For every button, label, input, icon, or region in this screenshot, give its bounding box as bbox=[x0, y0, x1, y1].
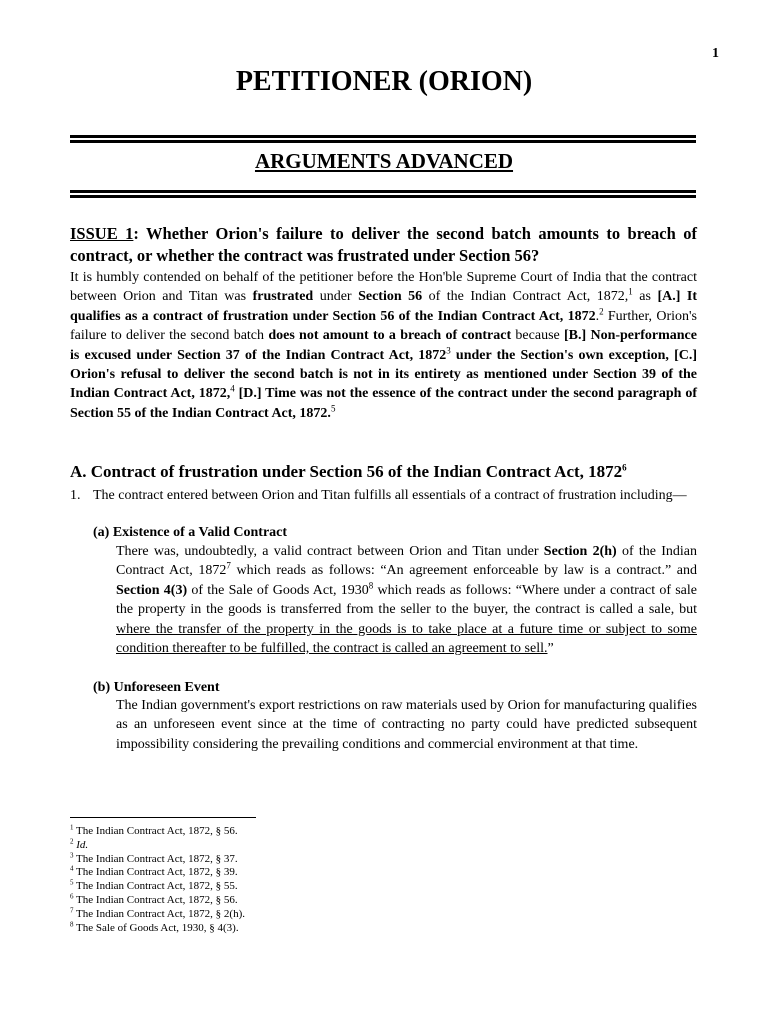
footnote-ref: 1 bbox=[628, 286, 633, 297]
footnote-ref: 7 bbox=[226, 560, 231, 571]
page-number: 1 bbox=[712, 46, 719, 61]
para-text: which reads as follows: “An agreement enforceable by law is a contract.” and bbox=[230, 563, 698, 579]
double-rule-top bbox=[70, 135, 696, 143]
footnote-ref: 5 bbox=[330, 403, 336, 414]
footnote-text: The Indian Contract Act, 1872, § 56. bbox=[73, 893, 238, 906]
footnote bbox=[70, 880, 470, 894]
para-text: ” bbox=[547, 641, 554, 657]
footnote-text: Id. bbox=[73, 838, 89, 851]
footnote-text: The Indian Contract Act, 1872, § 2(h). bbox=[73, 907, 245, 920]
footnote bbox=[70, 850, 470, 867]
intro-text: under bbox=[313, 289, 359, 305]
intro-text: . bbox=[595, 308, 600, 324]
footnote-number: 4 bbox=[70, 864, 74, 873]
footnote bbox=[70, 894, 470, 908]
para-bold: Section 4(3) bbox=[116, 582, 188, 598]
footnote-ref: 8 bbox=[368, 580, 374, 591]
footnote-ref: 6 bbox=[622, 462, 627, 473]
intro-bold: frustrated bbox=[252, 289, 314, 305]
footnotes bbox=[70, 825, 470, 935]
footnote-number: 8 bbox=[70, 919, 74, 928]
para-text: of the Sale of Goods Act, 1930 bbox=[187, 582, 369, 598]
intro-bold: Section 56 bbox=[358, 289, 423, 305]
footnote-number: 1 bbox=[70, 823, 74, 832]
footnote-number: 7 bbox=[70, 906, 74, 915]
intro-bold: [A.] It qualifies as a contract of frustration under Section 56 of the Indian Contract Act, 1872 bbox=[70, 289, 697, 324]
footnote-number: 3 bbox=[70, 850, 74, 859]
valid-contract-paragraph bbox=[116, 542, 697, 658]
list-item-text: The contract entered between Orion and Titan fulfills all essentials of a contract of frustration including— bbox=[93, 488, 687, 503]
para-text: of the Indian Contract Act, 1872 bbox=[116, 544, 697, 579]
footnote bbox=[70, 825, 470, 839]
intro-text: as bbox=[632, 289, 658, 305]
double-rule-bottom bbox=[70, 190, 696, 198]
para-underlined: where the transfer of the property in the goods is to take place at a future time or subject to some condition thereafter to be fulfilled, the contract is called an agreement to sell. bbox=[116, 621, 697, 657]
footnote-text: The Sale of Goods Act, 1930, § 4(3). bbox=[73, 921, 239, 934]
intro-bold: [B.] Non-performance is excused under Section 37 of the Indian Contract Act, 1872 bbox=[70, 328, 697, 363]
page-title: PETITIONER (ORION) bbox=[235, 66, 533, 97]
section-a-heading-text: A. Contract of frustration under Section 56 of the Indian Contract Act, 1872 bbox=[70, 462, 623, 481]
intro-text: of the Indian Contract Act, 1872, bbox=[422, 289, 629, 305]
issue-label: ISSUE 1 bbox=[70, 224, 134, 243]
footnote bbox=[70, 839, 470, 853]
para-text: which reads as follows: “Where under a contract of sale the property in the goods is transferred from the seller to the buyer, the contract is called a sale, but bbox=[116, 582, 697, 618]
para-text: There was, undoubtedly, a valid contract between Orion and Titan under bbox=[116, 544, 544, 559]
intro-bold: [D.] Time was not the essence of the contract under the second paragraph of Section 55 of the Indian Contract Act, 1872. bbox=[70, 386, 697, 421]
footnote-ref: 2 bbox=[599, 306, 604, 317]
para-bold: Section 2(h) bbox=[543, 544, 617, 559]
footnote-text: The Indian Contract Act, 1872, § 39. bbox=[73, 866, 238, 879]
section-heading: ARGUMENTS ADVANCED bbox=[254, 149, 514, 173]
intro-bold: does not amount to a breach of contract bbox=[268, 328, 512, 344]
intro-text: It is humbly contended on behalf of the petitioner before the Hon'ble Supreme Court of India that the contract between Orion and Titan was bbox=[70, 270, 697, 305]
section-a-heading bbox=[70, 462, 697, 482]
footnote bbox=[70, 866, 470, 880]
list-item-number: 1. bbox=[70, 488, 81, 503]
footnote-number: 2 bbox=[70, 837, 74, 846]
footnote-text: The Indian Contract Act, 1872, § 37. bbox=[73, 852, 238, 865]
unforeseen-event-paragraph: The Indian government's export restrictions on raw materials used by Orion for manufacturing qualifies as an unforeseen event since at the time of contracting no party could have predicted subsequent impossibility considering the prevailing conditions and commercial environment at that time. bbox=[116, 698, 697, 752]
footnote-ref: 3 bbox=[446, 344, 451, 355]
footnote-text: The Indian Contract Act, 1872, § 56. bbox=[73, 825, 238, 837]
intro-bold: under the Section's own exception, [C.] Orion's refusal to deliver the second batch is not in its entirety as mentioned under Section 39 of the Indian Contract Act, 1872, bbox=[70, 347, 697, 402]
subheading-unforeseen-event: (b) Unforeseen Event bbox=[93, 680, 220, 695]
intro-text: Further, Orion's failure to deliver the second batch bbox=[70, 308, 697, 344]
intro-text: because bbox=[511, 328, 565, 344]
footnote-ref: 4 bbox=[230, 383, 235, 394]
footnote-text: The Indian Contract Act, 1872, § 55. bbox=[73, 880, 238, 893]
issue-question: : Whether Orion's failure to deliver the second batch amounts to breach of contract, or whether the contract was frustrated under Section 56? bbox=[70, 224, 697, 265]
issue-heading bbox=[70, 223, 697, 267]
footnote-number: 5 bbox=[70, 878, 74, 887]
footnote-separator bbox=[70, 817, 256, 818]
subheading-valid-contract: (a) Existence of a Valid Contract bbox=[93, 525, 288, 540]
footnote bbox=[70, 919, 470, 936]
footnote-number: 6 bbox=[70, 892, 74, 901]
footnote bbox=[70, 908, 470, 922]
intro-paragraph bbox=[70, 268, 697, 423]
